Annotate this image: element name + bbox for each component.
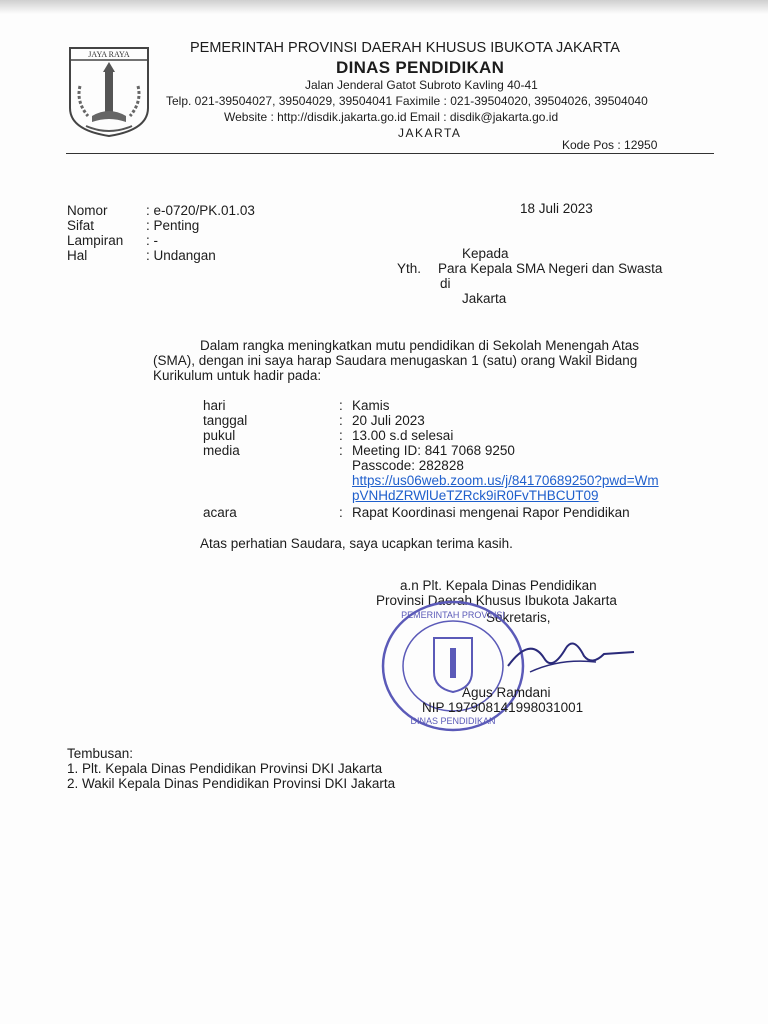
detail-colon: :	[339, 505, 343, 520]
handwritten-signature	[500, 628, 640, 678]
svg-text:JAYA RAYA: JAYA RAYA	[88, 50, 130, 59]
signatory-nip: NIP 197908141998031001	[422, 700, 584, 715]
agency-web-email: Website : http://disdik.jakarta.go.id Email : disdik@jakarta.go.id	[224, 110, 559, 124]
body-line: Dalam rangka meningkatkan mutu pendidikan di Sekolah Menengah Atas	[200, 338, 640, 353]
body-line: Kurikulum untuk hadir pada:	[153, 368, 322, 383]
detail-label: hari	[203, 398, 226, 413]
letter-date: 18 Juli 2023	[520, 201, 593, 216]
detail-value: 20 Juli 2023	[352, 413, 425, 428]
jakarta-crest-logo	[66, 46, 152, 138]
zoom-link-continued[interactable]: pVNHdZRWlUeTZRck9iR0FvTHBCUT09	[352, 488, 599, 503]
detail-colon: :	[339, 413, 343, 428]
meeting-passcode: Passcode: 282828	[352, 458, 464, 473]
detail-label: media	[203, 443, 240, 458]
letterhead-divider	[66, 153, 714, 154]
detail-value: Kamis	[352, 398, 390, 413]
cc-item: 2. Wakil Kepala Dinas Pendidikan Provinsi DKI Jakarta	[67, 776, 396, 791]
recipient-place: Jakarta	[462, 291, 507, 306]
scan-edge	[0, 0, 768, 14]
postal-code: Kode Pos : 12950	[562, 138, 658, 152]
closing-sentence: Atas perhatian Saudara, saya ucapkan terima kasih.	[200, 536, 513, 551]
signatory-name: Agus Ramdani	[462, 685, 551, 700]
cc-item: 1. Plt. Kepala Dinas Pendidikan Provinsi DKI Jakarta	[67, 761, 383, 776]
field-label: Hal	[67, 248, 88, 263]
svg-text:PEMERINTAH PROVINSI: PEMERINTAH PROVINSI	[401, 610, 505, 620]
signatory-title: Sekretaris,	[486, 610, 551, 625]
recipient-yth: Yth.	[397, 261, 422, 276]
body-line: (SMA), dengan ini saya harap Saudara menugaskan 1 (satu) orang Wakil Bidang	[153, 353, 638, 368]
agency-address: Jalan Jenderal Gatot Subroto Kavling 40-41	[305, 78, 538, 92]
signatory-line: a.n Plt. Kepala Dinas Pendidikan	[400, 578, 597, 593]
field-value: : Undangan	[146, 248, 216, 263]
detail-colon: :	[339, 398, 343, 413]
field-value: : -	[146, 233, 158, 248]
field-value: : e-0720/PK.01.03	[146, 203, 255, 218]
detail-colon: :	[339, 443, 343, 458]
detail-label: tanggal	[203, 413, 248, 428]
field-label: Nomor	[67, 203, 108, 218]
detail-value: 13.00 s.d selesai	[352, 428, 454, 443]
signatory-line: Provinsi Daerah Khusus Ibukota Jakarta	[376, 593, 617, 608]
zoom-link[interactable]: https://us06web.zoom.us/j/84170689250?pwd=Wm	[352, 473, 659, 488]
detail-value: Meeting ID: 841 7068 9250	[352, 443, 515, 458]
recipient-kepada: Kepada	[462, 246, 509, 261]
agency-name: DINAS PENDIDIKAN	[336, 58, 505, 77]
government-name: PEMERINTAH PROVINSI DAERAH KHUSUS IBUKOTA JAKARTA	[190, 40, 620, 56]
svg-text:DINAS PENDIDIKAN: DINAS PENDIDIKAN	[410, 716, 496, 726]
cc-title: Tembusan:	[67, 746, 134, 761]
detail-label: acara	[203, 505, 237, 520]
agency-phones: Telp. 021-39504027, 39504029, 39504041 Faximile : 021-39504020, 39504026, 39504040	[166, 94, 648, 108]
recipient-di: di	[440, 276, 451, 291]
field-value: : Penting	[146, 218, 200, 233]
field-label: Sifat	[67, 218, 95, 233]
field-label: Lampiran	[67, 233, 124, 248]
recipient-name: Para Kepala SMA Negeri dan Swasta	[438, 261, 663, 276]
detail-label: pukul	[203, 428, 236, 443]
agency-city: JAKARTA	[398, 126, 462, 140]
detail-value: Rapat Koordinasi mengenai Rapor Pendidikan	[352, 505, 630, 520]
detail-colon: :	[339, 428, 343, 443]
